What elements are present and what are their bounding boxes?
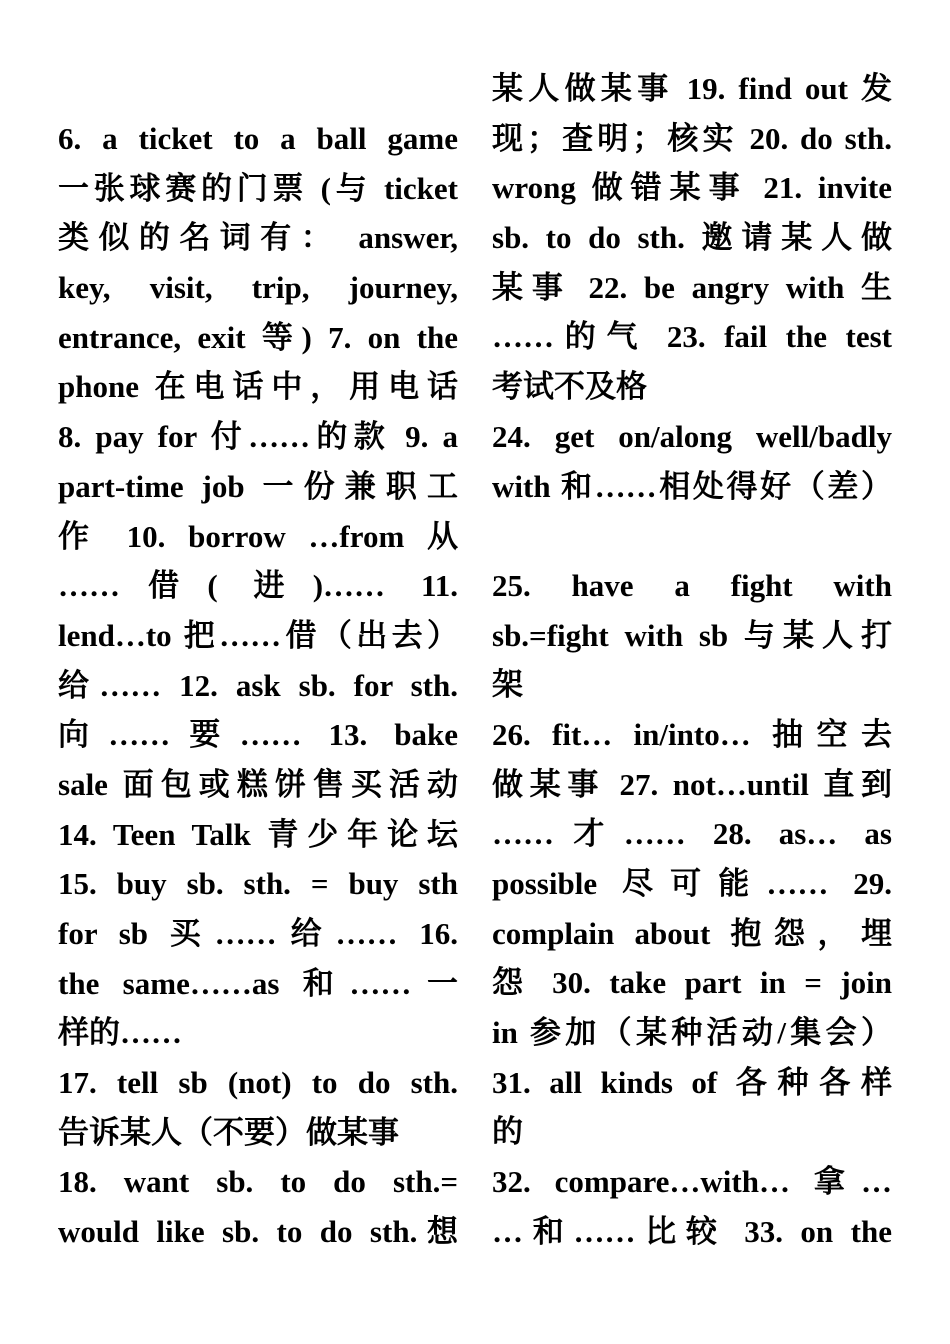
text-line: 告诉某人（不要）做某事 <box>58 1114 399 1150</box>
text-line: phone 在电话中，用电话 <box>58 369 458 405</box>
text-line: ……才…… 28. as… as <box>492 816 892 852</box>
text-line: complain about 抱怨，埋 <box>492 915 892 951</box>
text-line: 向……要…… 13. bake <box>58 717 458 753</box>
text-line: entrance, exit 等) 7. on the <box>58 319 458 355</box>
text-line: sb. to do sth. 邀请某人做 <box>492 220 892 256</box>
text-line: 做某事 27. not…until 直到 <box>492 766 892 802</box>
text-line: …和……比较 33. on the <box>492 1213 892 1249</box>
text-line: 考试不及格 <box>492 369 647 405</box>
text-line: the same……as 和……一 <box>58 965 458 1001</box>
text-line: 架 <box>492 667 523 703</box>
text-line: 15. buy sb. sth. = buy sth <box>58 866 458 902</box>
text-line: ……的气 23. fail the test <box>492 319 892 355</box>
right-column <box>492 64 892 1257</box>
text-line: 的 <box>492 1114 523 1150</box>
text-line: 25. have a fight with <box>492 567 892 603</box>
text-line: possible 尽可能…… 29. <box>492 866 892 901</box>
text-line: 8. pay for 付……的款 9. a <box>58 419 458 455</box>
text-line: ……借( 进)…… 11. <box>58 568 458 604</box>
text-line: 18. want sb. to do sth.= <box>58 1164 458 1200</box>
text-line: 32. compare…with… 拿… <box>492 1164 892 1200</box>
text-line: 某人做某事 19. find out 发 <box>492 71 892 106</box>
text-line: 怨 30. take part in = join <box>492 965 892 1001</box>
text-line: 给…… 12. ask sb. for sth. <box>58 667 458 703</box>
text-line: in 参加（某种活动/集会） <box>492 1015 892 1051</box>
text-line: wrong 做错某事 21. invite <box>492 170 892 206</box>
text-line: for sb 买……给…… 16. <box>58 916 458 951</box>
text-line: part-time job 一份兼职工 <box>58 468 458 504</box>
text-line: 某事 22. be angry with 生 <box>492 269 892 305</box>
text-line: 26. fit… in/into… 抽空去 <box>492 716 892 752</box>
text-line: sb.=fight with sb 与某人打 <box>492 617 892 653</box>
text-line: lend…to 把……借（出去） <box>58 617 458 653</box>
text-line: 6. a ticket to a ball game <box>58 121 458 156</box>
text-line: key, visit, trip, journey, <box>58 270 458 306</box>
left-column <box>58 114 458 1257</box>
text-line: 17. tell sb (not) to do sth. <box>58 1065 458 1101</box>
blank-line <box>492 511 892 561</box>
text-line: 样的…… <box>58 1015 182 1051</box>
text-line: 一张球赛的门票 (与 ticket <box>58 170 458 206</box>
text-line: with 和……相处得好（差） <box>492 468 892 504</box>
text-line: 31. all kinds of 各种各样 <box>492 1064 892 1100</box>
text-line: 现；查明；核实 20. do sth. <box>492 120 892 156</box>
text-line: 作 10. borrow …from 从 <box>58 518 458 554</box>
text-line: 24. get on/along well/badly <box>492 418 892 454</box>
text-line: sale 面包或糕饼售买活动 <box>58 766 458 802</box>
text-line: 类似的名词有： answer, <box>58 220 458 256</box>
text-line: would like sb. to do sth.想 <box>58 1214 458 1250</box>
text-line: 14. Teen Talk 青少年论坛 <box>58 816 458 852</box>
